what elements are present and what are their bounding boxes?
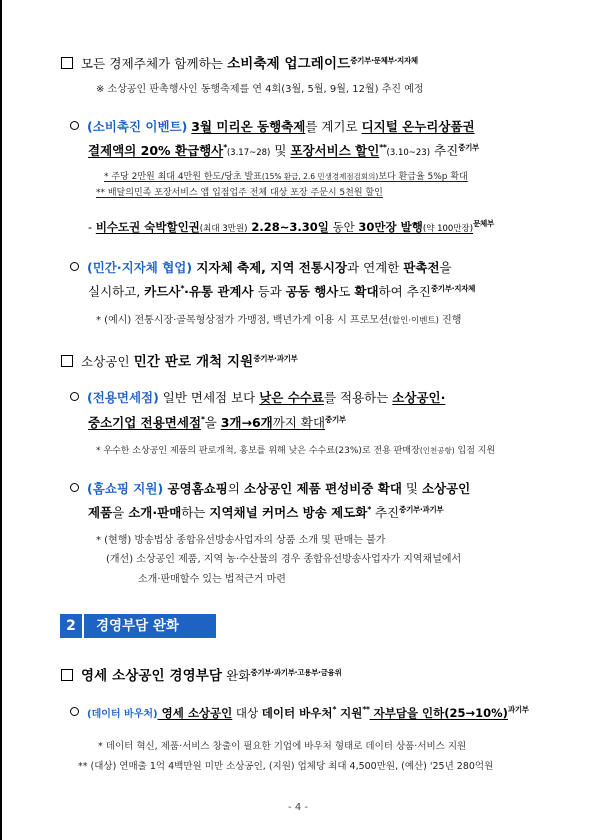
circle-bullet-icon <box>70 707 79 716</box>
item-dutyfree-shop: (전용면세점) 일반 면세점 보다 낮은 수수료를 적용하는 소상공인· <box>70 388 445 406</box>
item-consumption-event-line2: 결제액의 20% 환급행사*(3.17~28) 및 포장서비스 할인**(3.10~23) 추진$^{중기부}$ <box>88 143 479 158</box>
heading-burden-relief: 영세 소상공인 경영부담 완화$^{중기부\cdot 과기부\cdot 고용부\cdot 금융위}$ <box>61 664 341 684</box>
circle-bullet-icon <box>70 392 79 401</box>
note-dutyfree-detail: * 우수한 소상공인 제품의 판로개척, 홍보를 위해 낮은 수수료(23%)로 전용 판매장(인천공항) 입점 지원 <box>96 446 496 456</box>
note-broadcast-legal-basis: 소개·판매할수 있는 법적근거 마련 <box>138 574 286 585</box>
checkbox-square-icon <box>61 669 73 681</box>
note-data-voucher-eligibility: ** (대상) 연매출 1억 4백만원 미만 소상공인, (지원) 업체당 최대 4,500만원, (예산) '25년 280억원 <box>78 761 494 772</box>
circle-bullet-icon <box>70 262 79 271</box>
note-festival-schedule: ※ 소상공인 판촉행사인 동행축제를 연 4회(3월, 5월, 9월, 12월) 추진 예정 <box>96 84 424 95</box>
circle-bullet-icon <box>70 121 79 130</box>
item-data-voucher: (데이터 바우처) 영세 소상공인 대상 데이터 바우처* 지원** 자부담을 인하$(25\to 10\%)^{과기부}$ <box>70 704 529 721</box>
item-private-local-cooperation-line2: 실시하고, 카드사*·유통 관계사 등과 공동 행사도 확대하여 추진$^{중기부\cdot 지자체}$ <box>88 284 476 299</box>
note-broadcast-current: * (현행) 방송법상 종합유선방송사업자의 상품 소개 및 판매는 불가 <box>96 535 386 546</box>
note-broadcast-improvement: (개선) 소상공인 제품, 지역 농·수산물의 경우 종합유선방송사업자가 지역채널에서 <box>106 554 462 565</box>
section-number: 2 <box>60 614 82 638</box>
note-packaging-discount: ** 배달의민족 포장서비스 앱 입점업주 전체 대상 포장 주문시 5천원 할인 <box>96 188 383 198</box>
note-data-voucher-definition: * 데이터 혁신, 제품·서비스 창출이 필요한 기업에 바우처 형태로 데이터 상품·서비스 지원 <box>98 741 467 752</box>
note-refund-limit: * 주당 2만원 최대 4만원 한도/당초 발표(15% 환급, 2.6 민생경제점검회의)보다 환급율 5%p 확대 <box>104 172 468 182</box>
page-number: - 4 - <box>288 802 308 813</box>
left-border <box>0 0 2 840</box>
circle-bullet-icon <box>70 483 79 492</box>
item-consumption-event: (소비촉진 이벤트) 3월 미리온 동행축제를 계기로 디지털 온누리상품권 <box>70 117 475 135</box>
item-home-shopping: (홈쇼핑 지원) 공영홈쇼핑의 소상공인 제품 편성비중 확대 및 소상공인 <box>70 479 470 497</box>
item-dutyfree-shop-line2: 중소기업 전용면세점*을 3개→6개까지 확대$^{중기부}$ <box>88 415 346 430</box>
checkbox-square-icon <box>61 355 73 367</box>
note-promotion-example: * (예시) 전통시장·골목형상점가 가맹점, 백년가게 이용 시 프로모션(할인·이벤트) 진행 <box>96 315 462 326</box>
heading-consumption-festival: 모든 경제주체가 함께하는 소비축제 업그레이드$^{중기부\cdot 문체부\cdot 지자체}$ <box>61 52 418 72</box>
item-home-shopping-line2: 제품을 소개·판매하는 지역채널 커머스 방송 제도화* 추진$^{중기부\cdot 과기부}$ <box>88 505 444 520</box>
section-title: 경영부담 완화 <box>84 614 216 638</box>
heading-sales-channel-support: 소상공인 민간 판로 개척 지원$^{중기부\cdot 과기부}$ <box>61 350 298 370</box>
checkbox-square-icon <box>61 57 73 69</box>
item-lodging-coupon: - 비수도권 숙박할인권(최대 3만원) 2.28~3.30일 동안 30만장 발행(약 100만장)$^{문체부}$ <box>88 219 494 234</box>
item-private-local-cooperation: (민간·지자체 협업) 지자체 축제, 지역 전통시장과 연계한 판촉전을 <box>70 258 452 276</box>
